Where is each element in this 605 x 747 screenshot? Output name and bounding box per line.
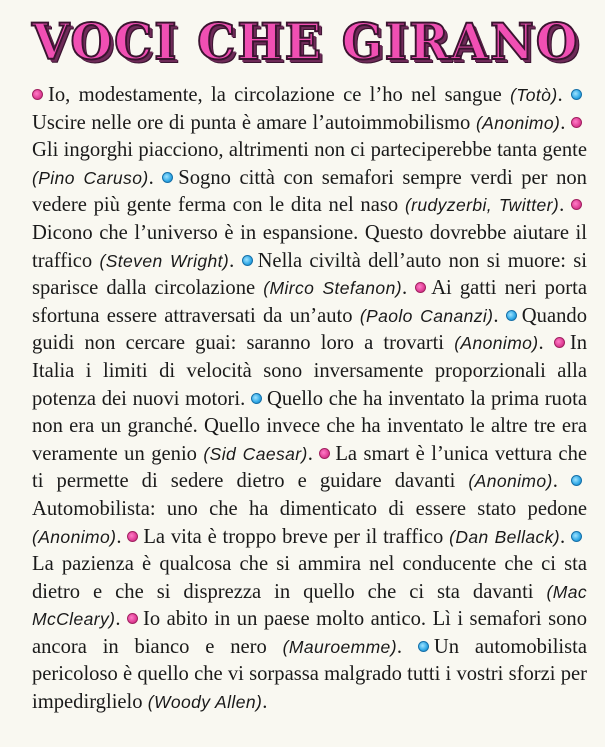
blue-dot-icon [571, 531, 582, 542]
quote-text: Nella civiltà dell’auto non si muore: si sparisce dalla circolazione [32, 249, 588, 300]
quote-text: Sogno città con semafori sempre verdi per non vedere più gente ferma con le dita nel naso [32, 166, 587, 217]
quote-author: (Anonimo) [454, 333, 539, 354]
quote-author: (Anonimo) [475, 112, 561, 133]
pink-dot-icon [127, 531, 138, 542]
quote-author: (Paolo Cananzi) [359, 305, 494, 326]
quote-author: (Anonimo) [468, 471, 553, 492]
page-title: VOCI CHE GIRANO [32, 12, 580, 71]
blue-dot-icon [162, 172, 173, 183]
quote-text: In Italia i limiti di velocità sono inversamente proporzionali alla potenza dei nuovi motori. [32, 332, 588, 410]
quote-item: Nella civiltà dell’auto non si muore: si sparisce dalla circolazione (Mirco Stefanon). [32, 249, 588, 300]
quote-item: Gli ingorghi piacciono, altrimenti non ci parteciperebbe tanta gente (Pino Caruso). [32, 112, 587, 189]
pink-dot-icon [32, 89, 43, 100]
quote-author: (Mauroemme) [282, 636, 397, 657]
quote-text: Quello che ha inventato la prima ruota non era un granché. Quello invece che ha inventato le altre tre era veramente un genio [32, 387, 588, 465]
quote-item: Automobilista: uno che ha dimenticato di essere stato pedone (Anonimo). [32, 470, 587, 547]
quote-text: Automobilista: uno che ha dimenticato di essere stato pedone [32, 497, 587, 520]
blue-dot-icon [251, 393, 262, 404]
pink-dot-icon [415, 282, 426, 293]
pink-dot-icon [554, 337, 565, 348]
quote-author: (rudyzerbi, Twitter) [404, 195, 560, 216]
quote-item: Un automobilista pericoloso è quello che vi sorpassa malgrado tutti i vostri sforzi per impedirglielo (Woody Allen). [32, 635, 588, 714]
blue-dot-icon [506, 310, 517, 321]
quotes-body [32, 82, 587, 717]
quote-text: Uscire nelle ore di punta è amare l’autoimmobilismo [32, 111, 476, 134]
blue-dot-icon [242, 255, 253, 266]
quote-author: (Anonimo) [32, 526, 117, 547]
blue-dot-icon [418, 641, 429, 652]
quote-text: La smart è l’unica vettura che ti permette di sedere dietro e guidare davanti [32, 442, 588, 493]
pink-dot-icon [571, 117, 582, 128]
quote-author: (Mac McCleary) [32, 581, 587, 630]
quote-item: Quello che ha inventato la prima ruota non era un granché. Quello invece che ha inventato le altre tre era veramente un genio (Sid Caesar). [32, 387, 588, 465]
quote-text: La pazienza è qualcosa che si ammira nel conducente che ci sta dietro e che si disprezza in quello che ci sta davanti [32, 553, 587, 603]
quote-item: La smart è l’unica vettura che ti permette di sedere dietro e guidare davanti (Anonimo). [32, 442, 588, 493]
quote-text: Quando guidi non cercare guai: saranno loro a trovarti [32, 304, 587, 355]
quote-text: Io abito in un paese molto antico. Lì i semafori sono ancora in bianco e nero [32, 608, 587, 658]
quote-author: (Pino Caruso) [32, 167, 149, 188]
quote-item: Sogno città con semafori sempre verdi per non vedere più gente ferma con le dita nel naso (rudyzerbi, Twitter). [32, 166, 587, 217]
quote-text: Io, modestamente, la circolazione ce l’ho nel sangue [48, 84, 511, 106]
quote-item: La vita è troppo breve per il traffico (Dan Bellack). [127, 526, 571, 548]
blue-dot-icon [571, 475, 582, 486]
quote-item: Io, modestamente, la circolazione ce l’ho nel sangue (Totò). [32, 84, 571, 106]
blue-dot-icon [571, 89, 582, 100]
quote-text: Gli ingorghi piacciono, altrimenti non ci parteciperebbe tanta gente [32, 139, 587, 162]
quote-author: (Woody Allen) [147, 692, 263, 713]
quote-author: (Sid Caesar) [203, 443, 308, 464]
quote-item: Uscire nelle ore di punta è amare l’autoimmobilismo (Anonimo). [32, 84, 587, 134]
quote-item: Dicono che l’universo è in espansione. Questo dovrebbe aiutare il traffico (Steven Wright). [32, 194, 587, 271]
quote-author: (Mirco Stefanon) [263, 278, 402, 299]
quote-author: (Totò) [510, 85, 558, 105]
quote-text: Un automobilista pericoloso è quello che vi sorpassa malgrado tutti i vostri sforzi per impedirglielo [32, 635, 588, 714]
pink-dot-icon [127, 613, 138, 624]
pink-dot-icon [571, 199, 582, 210]
quote-item: Io abito in un paese molto antico. Lì i semafori sono ancora in bianco e nero (Mauroemme). [32, 608, 587, 658]
pink-dot-icon [319, 448, 330, 459]
quote-text: Dicono che l’universo è in espansione. Questo dovrebbe aiutare il traffico [32, 221, 587, 272]
quote-item: Quando guidi non cercare guai: saranno loro a trovarti (Anonimo). [32, 304, 587, 355]
quote-text: Ai gatti neri porta sfortuna essere attraversati da un’auto [32, 277, 587, 327]
quote-item: Ai gatti neri porta sfortuna essere attraversati da un’auto (Paolo Cananzi). [32, 277, 587, 327]
quote-text: La vita è troppo breve per il traffico [143, 525, 450, 548]
quote-author: (Dan Bellack) [449, 526, 561, 547]
quote-author: (Steven Wright) [99, 250, 230, 271]
quote-item: La pazienza è qualcosa che si ammira nel conducente che ci sta dietro e che si disprezza in quello che ci sta davanti (Mac McCleary). [32, 526, 587, 631]
